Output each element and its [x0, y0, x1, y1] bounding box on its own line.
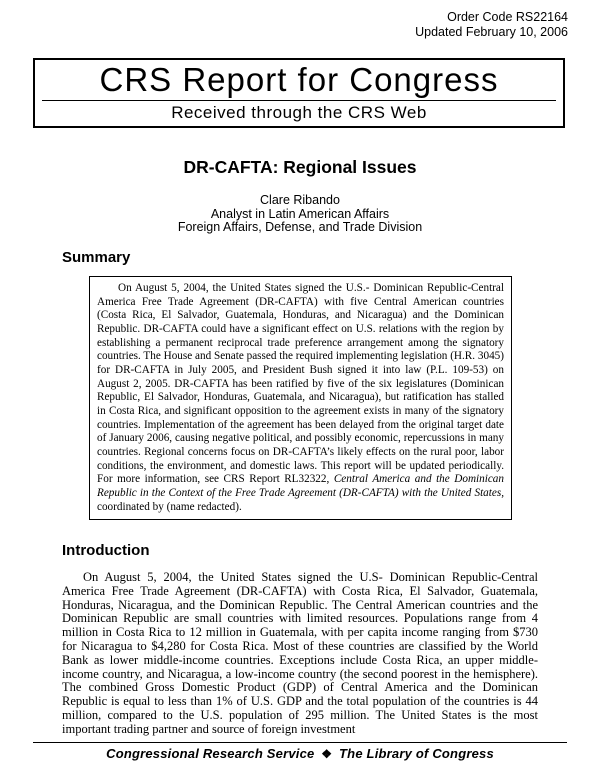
author-block: [0, 194, 600, 235]
summary-paragraph: [97, 282, 504, 514]
author-division: Foreign Affairs, Defense, and Trade Division: [177, 220, 423, 234]
masthead-box: [33, 58, 565, 128]
footer-library: The Library of Congress: [339, 746, 494, 761]
summary-text-after: coordinated by (name redacted).: [97, 500, 242, 513]
page-footer: [33, 742, 567, 761]
masthead-subtitle: Received through the CRS Web: [171, 103, 427, 122]
author-title: Analyst in Latin American Affairs: [210, 206, 390, 221]
report-title: DR-CAFTA: Regional Issues: [183, 157, 417, 177]
order-code: Order Code RS22164: [447, 10, 568, 24]
summary-text: On August 5, 2004, the United States signed the U.S.- Dominican Republic-Central America Free Trade Agreement (DR-CAFTA) with five Central American countries (Costa Rica, El Salvador, Guatemala, Honduras, and Nicaragua) and the Dominican Republic. DR-CAFTA could have a significant effect on U.S. relations with the region by establishing a permanent reciprocal trade preference arrangement among the signatory countries. The House and Senate passed the required implementing legislation (H.R. 3045) for DR-CAFTA in July 2005, and President Bush signed it into law (P.L. 109-53) on August 2, 2005. DR-CAFTA has been ratified by five of the six legislatures (Dominican Republic, El Salvador, Honduras, Guatemala, and Nicaragua), but ratification has stalled in Costa Rica, and significant opposition to the agreement exists in many of the signatory countries. Implementation of the agreement has been delayed from the original target date of January 2006, causing negative political, and possibly economic, repercussions in many countries. Regional concerns focus on DR-CAFTA’s likely effects on the rural poor, labor conditions, the environment, and domestic laws. This report will be updated periodically. For more information, see CRS Report RL32322,: [97, 282, 504, 486]
masthead-title: CRS Report for Congress: [99, 61, 499, 98]
citation-title: Central America and the Dominican Republic in the Context of the Free Trade Agreement (DR-CAFTA) with the United States,: [97, 473, 504, 499]
introduction-paragraph: On August 5, 2004, the United States signed the U.S- Dominican Republic-Central America Free Trade Agreement (DR-CAFTA) with Costa Rica, El Salvador, Guatemala, Honduras, Nicaragua, and the Dominican Republic. The Central American countries and the Dominican Republic are small countries with limited resources. Populations range from 4 million in Costa Rica to 12 million in Guatemala, with per capita income ranging from $730 for Nicaragua to $4,280 for Costa Rica. Most of these countries are classified by the World Bank as lower middle-income countries. Exceptions include Costa Rica, an upper middle-income country, and Nicaragua, a low-income country (the second poorest in the hemisphere). The combined Gross Domestic Product (GDP) of Central America and the Dominican Republic is equal to less than 1% of U.S. GDP and the total population of the countries is 44 million, compared to the U.S. population of 295 million. The United States is the most important trading partner and source of foreign investment: [62, 570, 538, 736]
footer-org: Congressional Research Service: [106, 746, 315, 761]
summary-heading: Summary: [62, 249, 131, 266]
author-name: Clare Ribando: [260, 193, 340, 207]
introduction-heading: Introduction: [62, 542, 150, 559]
diamond-separator-icon: ❖: [321, 747, 333, 761]
updated-date: Updated February 10, 2006: [415, 25, 568, 39]
order-info: [415, 10, 568, 40]
summary-box: [89, 276, 512, 520]
